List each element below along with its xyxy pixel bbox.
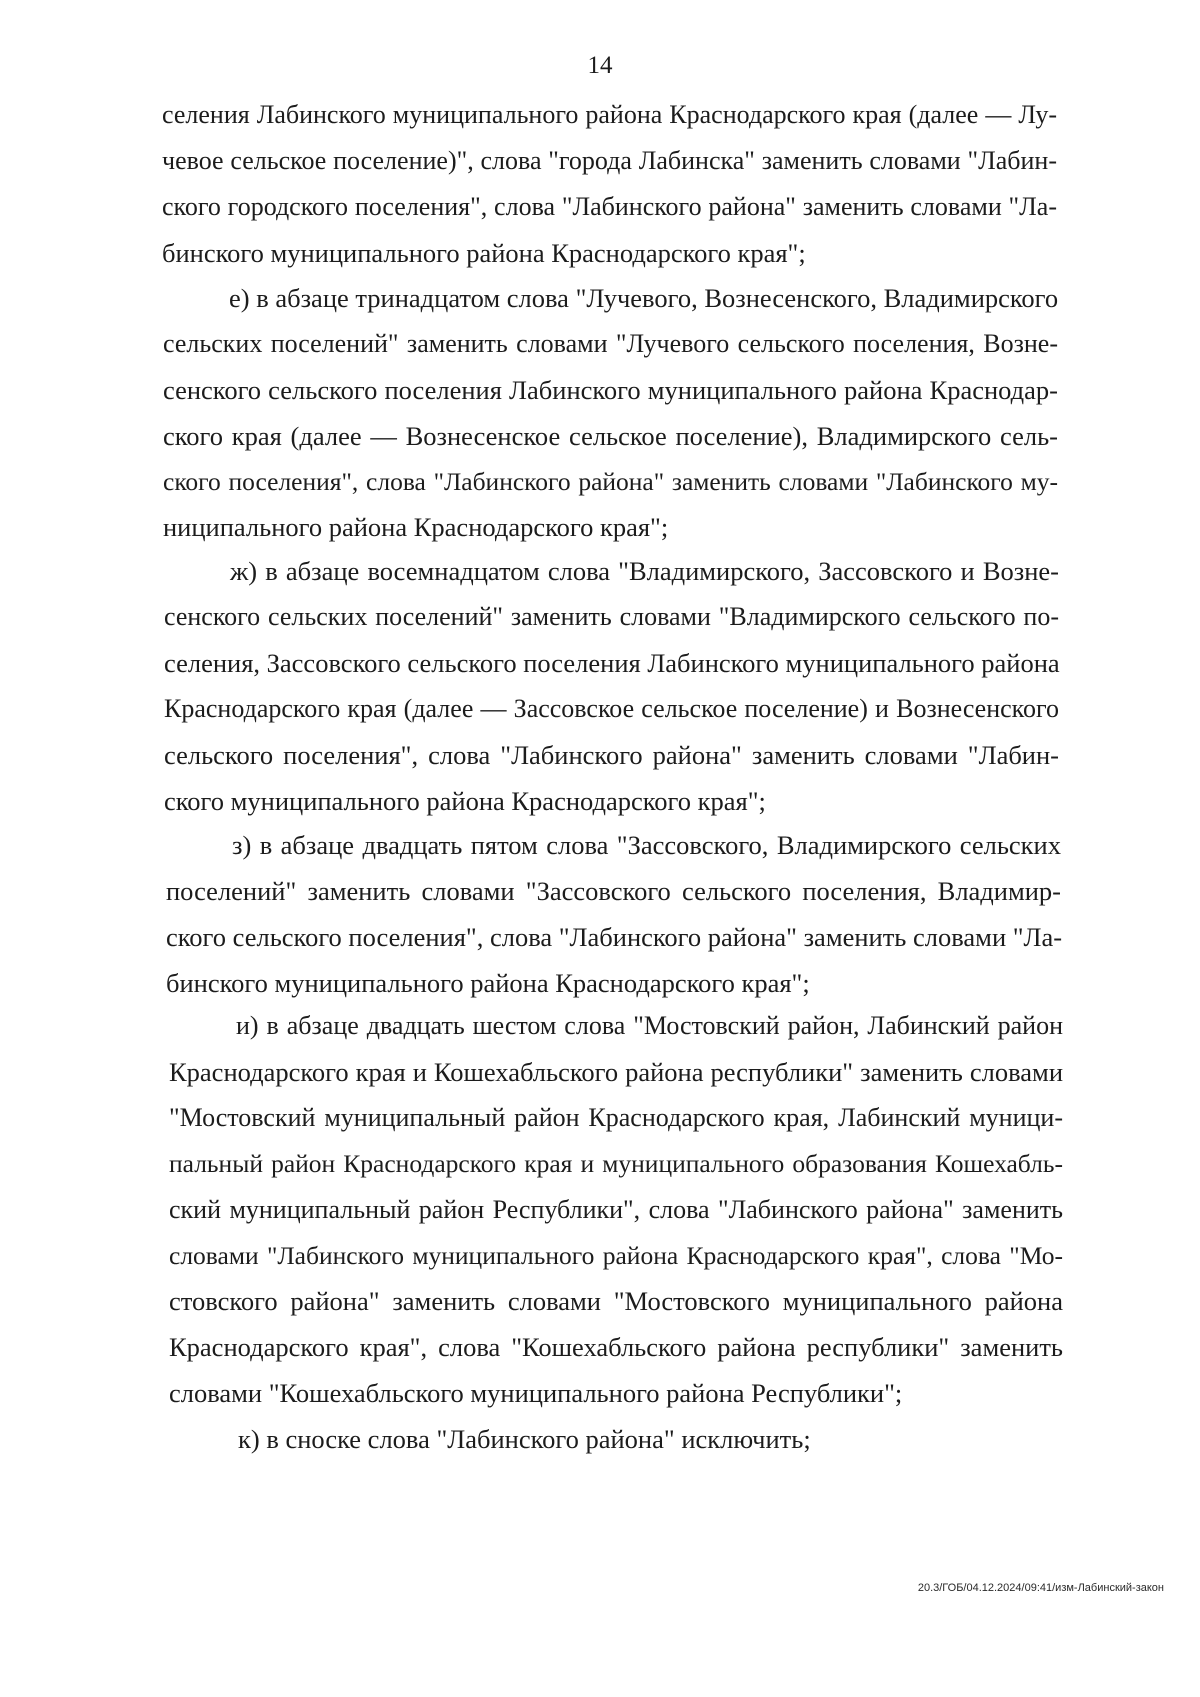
text-line: ский муниципальный район Республики", слова "Лабинского района" заменить bbox=[169, 1195, 1063, 1224]
text-line: е) в абзаце тринадцатом слова "Лучевого, Вознесенского, Владимирского bbox=[229, 283, 1059, 313]
text-line: ского поселения", слова "Лабинского района" заменить словами "Лабинского му- bbox=[163, 467, 1058, 496]
text-line: ж) в абзаце восемнадцатом слова "Владимирского, Зассовского и Возне- bbox=[230, 556, 1059, 586]
text-line: Краснодарского края", слова "Кошехабльского района республики" заменить bbox=[169, 1332, 1063, 1362]
text-line: и) в абзаце двадцать шестом слова "Мостовский район, Лабинский район bbox=[236, 1011, 1063, 1040]
text-line: з) в абзаце двадцать пятом слова "Зассовского, Владимирского сельских bbox=[232, 830, 1061, 860]
text-line: бинского муниципального района Краснодарского края"; bbox=[166, 968, 810, 998]
text-line: чевое сельское поселение)", слова "города Лабинска" заменить словами "Лабин- bbox=[162, 146, 1057, 175]
text-line: стовского района" заменить словами "Мостовского муниципального района bbox=[169, 1286, 1063, 1316]
page-number: 14 bbox=[587, 52, 613, 79]
footer-document-ref: 20.3/ГОБ/04.12.2024/09:41/изм-Лабинский-закон bbox=[917, 1582, 1164, 1594]
text-line: сенского сельского поселения Лабинского муниципального района Краснодар- bbox=[163, 375, 1058, 405]
text-line: селения, Зассовского сельского поселения Лабинского муниципального района bbox=[164, 648, 1060, 678]
text-line: сельского поселения", слова "Лабинского района" заменить словами "Лабин- bbox=[164, 740, 1059, 770]
text-line: селения Лабинского муниципального района Краснодарского края (далее — Лу- bbox=[162, 100, 1057, 129]
text-line: поселений" заменить словами "Зассовского сельского поселения, Владимир- bbox=[166, 876, 1061, 906]
text-line: к) в сноске слова "Лабинского района" исключить; bbox=[238, 1424, 811, 1454]
text-line: сенского сельских поселений" заменить словами "Владимирского сельского по- bbox=[164, 602, 1059, 631]
text-line: пальный район Краснодарского края и муниципального образования Кошехабль- bbox=[169, 1149, 1063, 1178]
text-line: ского муниципального района Краснодарского края"; bbox=[164, 786, 766, 816]
text-line: словами "Кошехабльского муниципального района Республики"; bbox=[169, 1378, 903, 1408]
text-line: ского края (далее — Вознесенское сельское поселение), Владимирского сель- bbox=[163, 421, 1058, 451]
text-line: сельских поселений" заменить словами "Лучевого сельского поселения, Возне- bbox=[163, 329, 1058, 358]
text-line: ского сельского поселения", слова "Лабинского района" заменить словами "Ла- bbox=[166, 922, 1063, 952]
text-line: Краснодарского края и Кошехабльского района республики" заменить словами bbox=[169, 1057, 1063, 1087]
text-line: бинского муниципального района Краснодарского края"; bbox=[162, 238, 806, 268]
text-line: Краснодарского края (далее — Зассовское сельское поселение) и Вознесенского bbox=[164, 694, 1059, 723]
text-line: "Мостовский муниципальный район Краснодарского края, Лабинский муници- bbox=[169, 1103, 1063, 1132]
text-line: словами "Лабинского муниципального района Краснодарского края", слова "Мо- bbox=[169, 1241, 1063, 1270]
text-line: ского городского поселения", слова "Лабинского района" заменить словами "Ла- bbox=[162, 192, 1057, 221]
text-line: ниципального района Краснодарского края"; bbox=[163, 512, 669, 542]
